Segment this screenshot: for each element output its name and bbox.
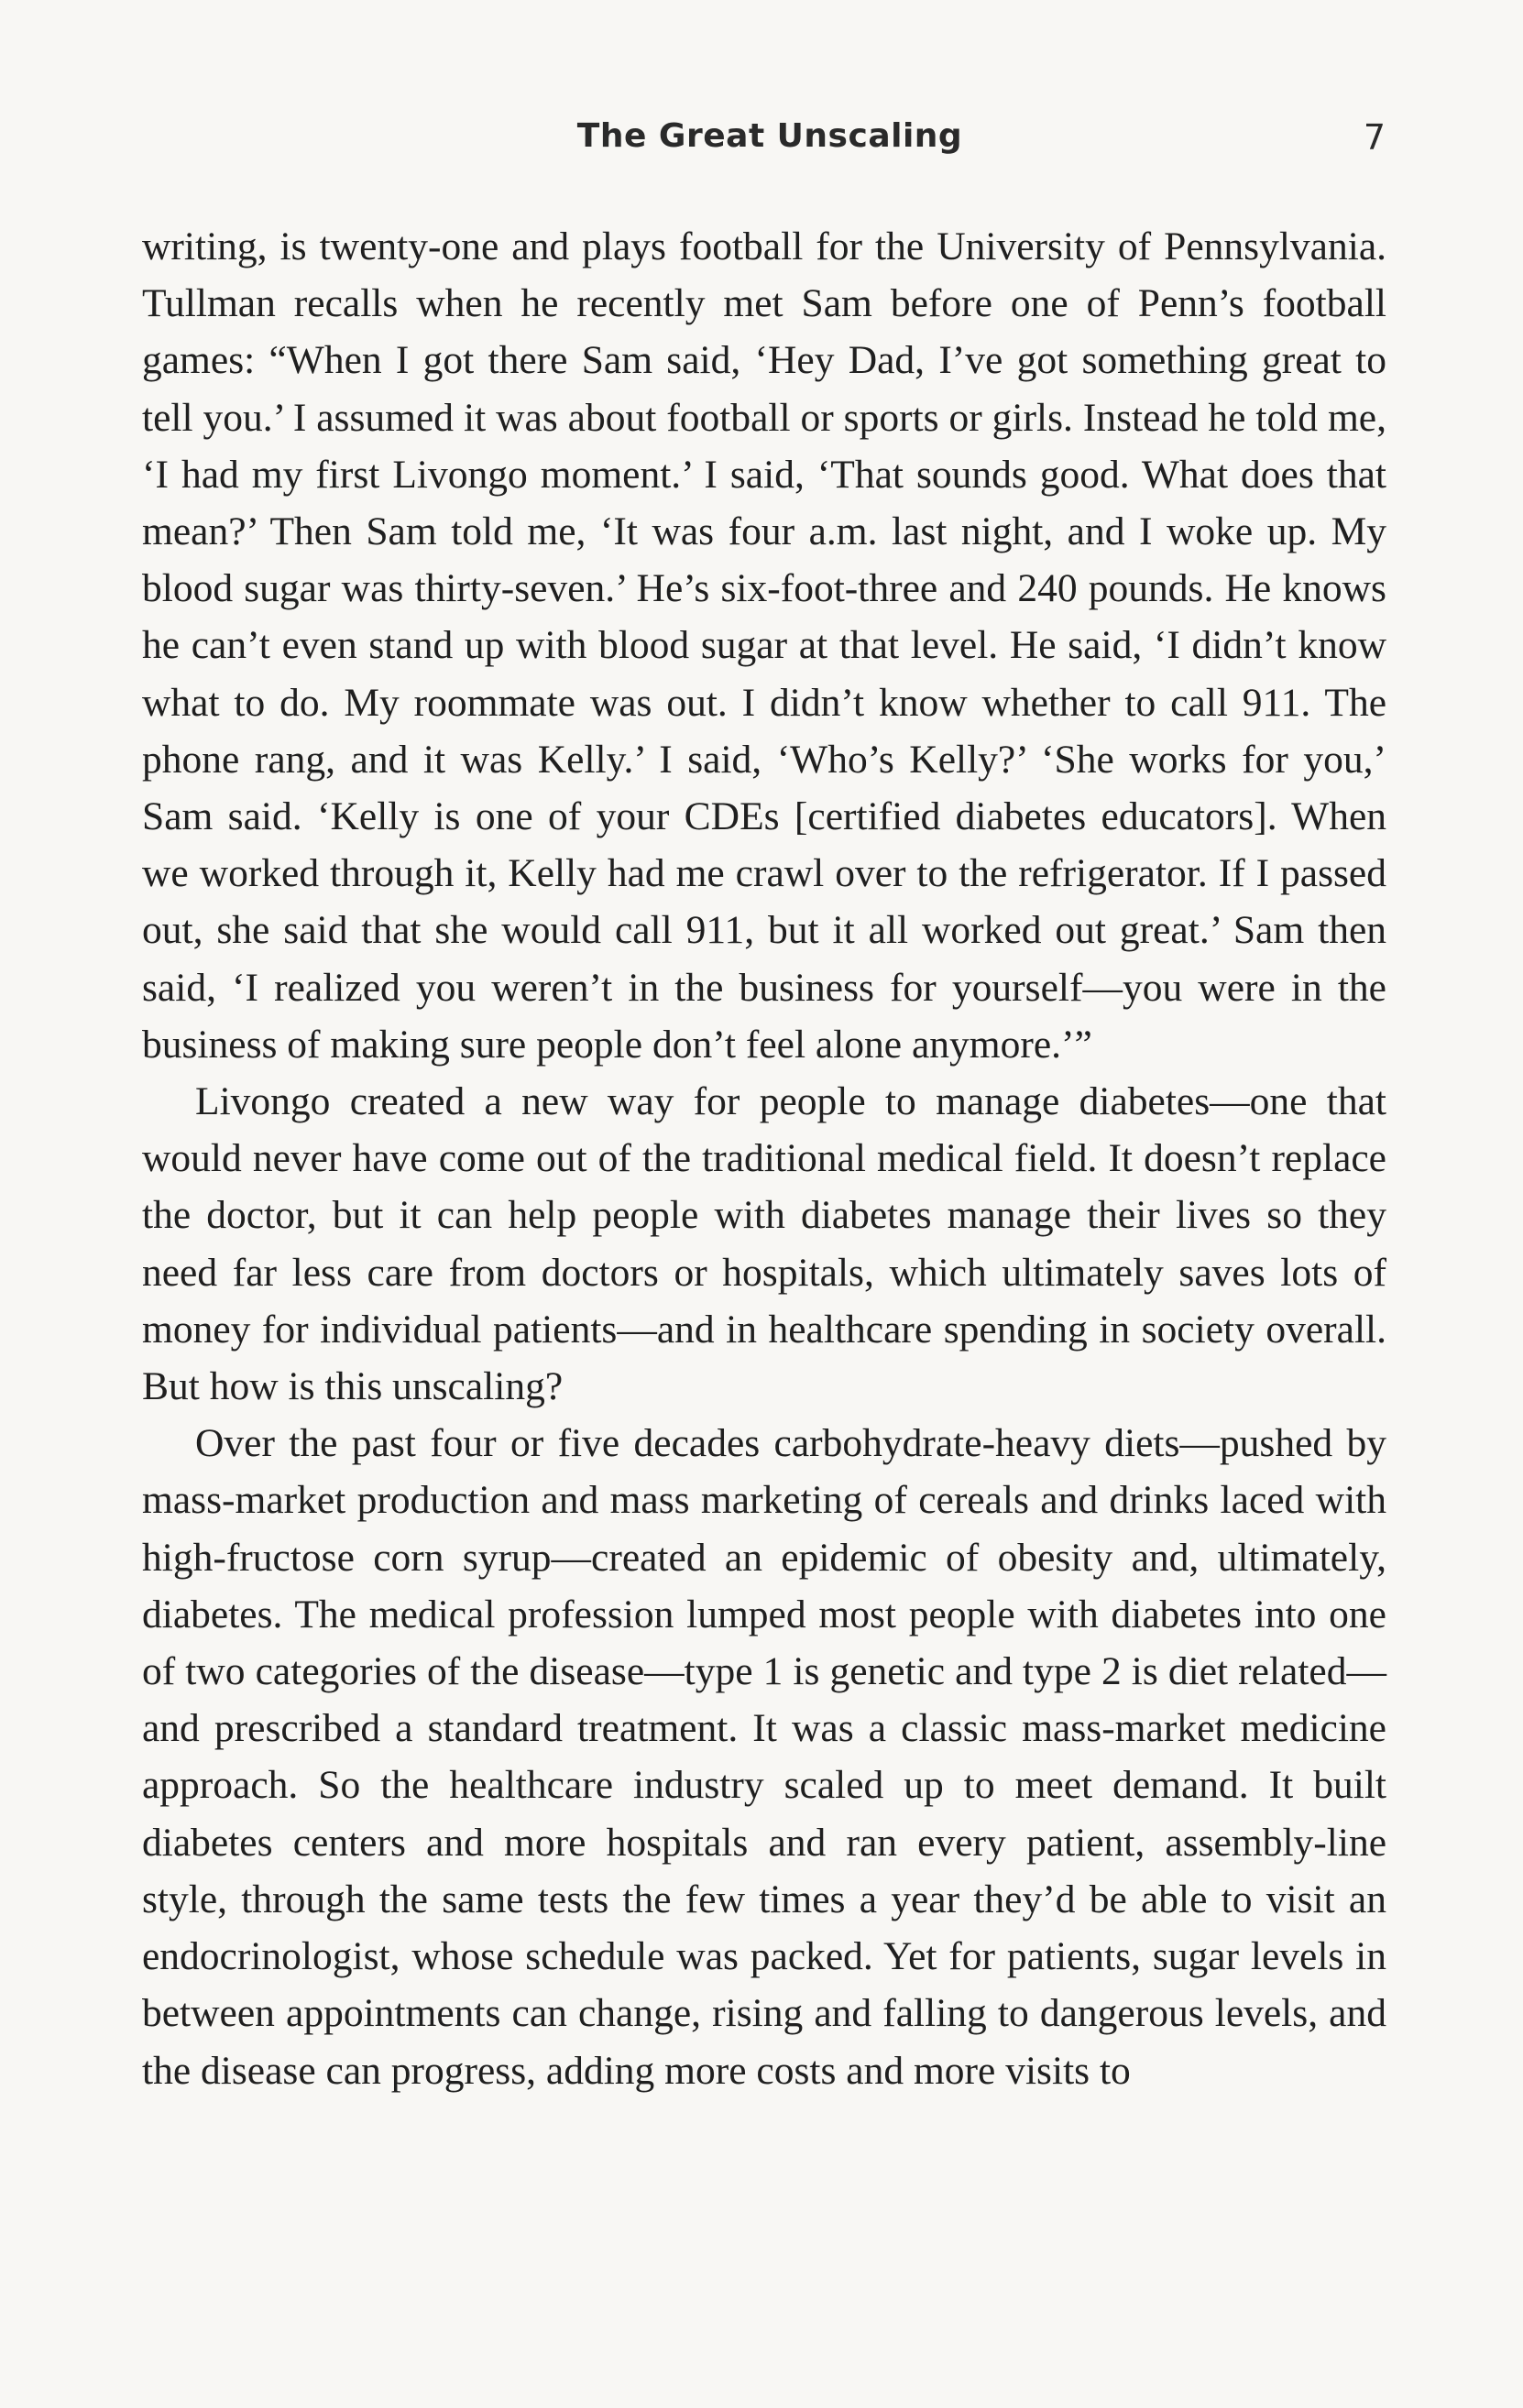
running-header	[0, 117, 1523, 172]
body-text	[142, 218, 1386, 2099]
page-number: 7	[1363, 117, 1386, 158]
paragraph-continued: writing, is twenty-one and plays football for the University of Pennsylvania. Tullman recalls when he recently met Sam before one of Penn’s football games: “When I got there Sam said, ‘Hey Dad, I’ve got something great to tell you.’ I assumed it was about football or sports or girls. Instead he told me, ‘I had my first Livongo moment.’ I said, ‘That sounds good. What does that mean?’ Then Sam told me, ‘It was four a.m. last night, and I woke up. My blood sugar was thirty-seven.’ He’s six-foot-three and 240 pounds. He knows he can’t even stand up with blood sugar at that level. He said, ‘I didn’t know what to do. My roommate was out. I didn’t know whether to call 911. The phone rang, and it was Kelly.’ I said, ‘Who’s Kelly?’ ‘She works for you,’ Sam said. ‘Kelly is one of your CDEs [certified diabetes educators]. When we worked through it, Kelly had me crawl over to the refrigerator. If I passed out, she said that she would call 911, but it all worked out great.’ Sam then said, ‘I realized you weren’t in the business for yourself—you were in the business of making sure people don’t feel alone anymore.’”	[142, 224, 1386, 1067]
paragraph-diets: Over the past four or five decades carbohydrate-heavy diets—pushed by mass-market production and mass marketing of cereals and drinks laced with high-fructose corn syrup—created an epidemic of obesity and, ultimately, diabetes. The medical profession lumped most people with diabetes into one of two categories of the disease—type 1 is genetic and type 2 is diet related—and prescribed a standard treatment. It was a classic mass-market medicine approach. So the healthcare industry scaled up to meet demand. It built diabetes centers and more hospitals and ran every patient, assembly-line style, through the same tests the few times a year they’d be able to visit an endocrinologist, whose schedule was packed. Yet for patients, sugar levels in between appointments can change, rising and falling to dangerous levels, and the disease can progress, adding more costs and more visits to	[142, 1421, 1386, 2093]
paragraph-livongo: Livongo created a new way for people to manage diabetes—one that would never have come out of the traditional medical field. It doesn’t replace the doctor, but it can help people with diabetes manage their lives so they need far less care from doctors or hospitals, which ultimately saves lots of money for individual patients—and in healthcare spending in society overall. But how is this unscaling?	[142, 1079, 1386, 1409]
running-title: The Great Unscaling	[576, 117, 963, 155]
